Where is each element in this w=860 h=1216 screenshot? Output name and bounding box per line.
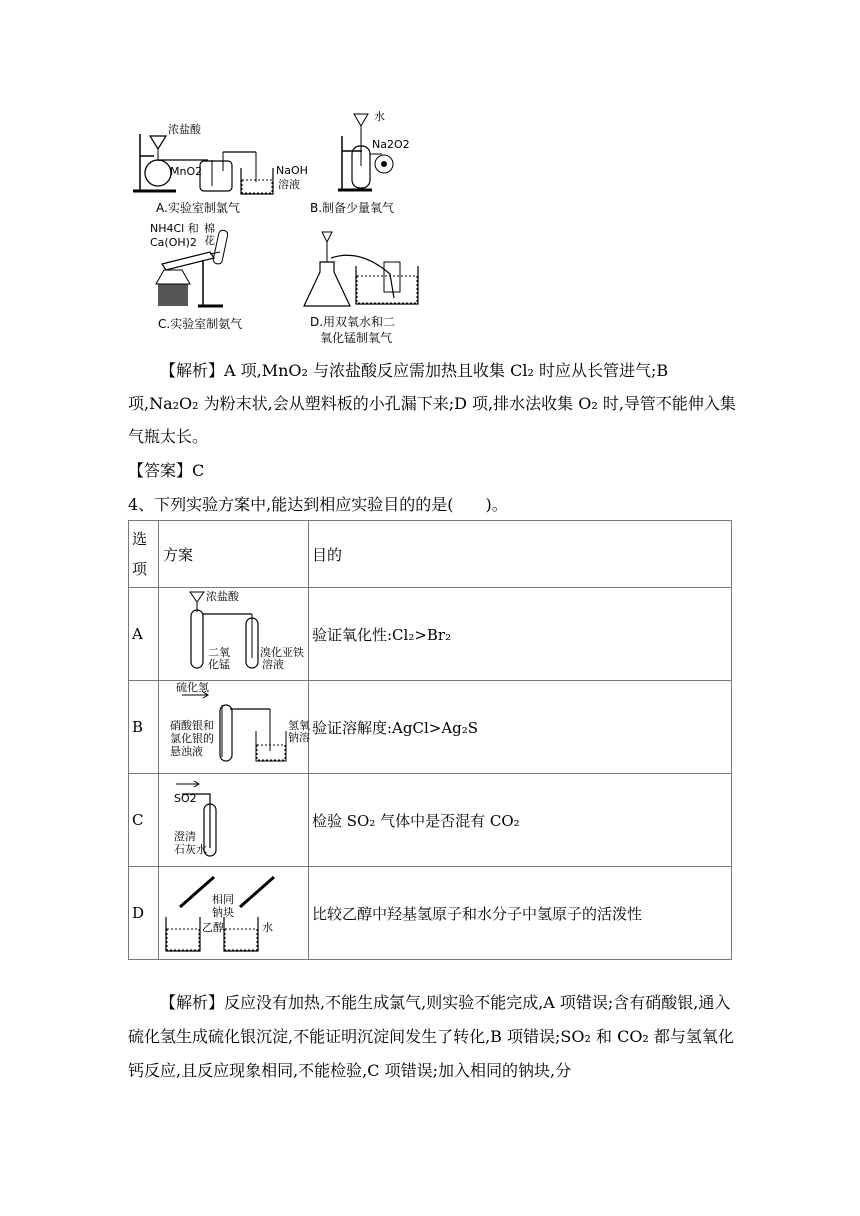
row-a-label-3: 化锰 xyxy=(208,658,230,671)
table-row-b xyxy=(129,681,732,774)
answer-value: C xyxy=(192,461,205,480)
analysis-2-tag: 【解析】 xyxy=(160,993,225,1012)
fig-c-cotton-1: 棉 xyxy=(204,222,215,235)
fig-c-reagent-1: NH4Cl 和 xyxy=(150,222,199,235)
figure-d-oxygen-apparatus xyxy=(300,228,430,348)
header-purpose: 目的 xyxy=(309,521,732,588)
row-a-purpose: 验证氧化性:Cl₂>Br₂ xyxy=(309,588,732,681)
row-d-label-1: 相同 xyxy=(212,893,234,906)
fig-d-caption-1: D.用双氧水和二 xyxy=(310,315,396,329)
row-d-purpose: 比较乙醇中羟基氢原子和水分子中氢原子的活泼性 xyxy=(309,867,732,960)
fig-c-cotton-2: 花 xyxy=(204,234,215,247)
table-header-row xyxy=(129,521,732,588)
analysis-text: A 项,MnO₂ 与浓盐酸反应需加热且收集 Cl₂ 时应从长管进气;B 项,Na₂O₂ 为粉末状,会从塑料板的小孔漏下来;D 项,排水法收集 O₂ 时,导管不能伸入集气瓶太长。 xyxy=(128,361,736,446)
analysis-2-text: 反应没有加热,不能生成氯气,则实验不能完成,A 项错误;含有硝酸银,通入硫化氢生成硫化银沉淀,不能证明沉淀间发生了转化,B 项错误;SO₂ 和 CO₂ 都与氢氧化钙反应,且反应现象相同,不能检验,C 项错误;加入相同的钠块,分 xyxy=(128,993,734,1080)
row-a-label-4: 溴化亚铁 xyxy=(260,646,304,659)
fig-a-reagent: 浓盐酸 xyxy=(168,123,201,136)
row-d-option: D xyxy=(129,867,159,960)
fig-b-caption: B.制备少量氧气 xyxy=(310,201,395,215)
row-a-option: A xyxy=(129,588,159,681)
fig-b-liquid: 水 xyxy=(374,110,385,123)
fig-b-solid: Na2O2 xyxy=(372,138,410,151)
analysis-paragraph-2 xyxy=(128,986,738,1088)
row-b-label-3: 氯化银的 xyxy=(170,732,214,745)
row-a-label-5: 溶液 xyxy=(262,658,284,671)
row-b-label-6: 钠溶 xyxy=(288,731,310,744)
question-stem xyxy=(128,488,738,521)
fig-c-caption: C.实验室制氨气 xyxy=(158,317,243,331)
fig-a-solid: MnO2 xyxy=(170,165,203,178)
question-text: 4、下列实验方案中,能达到相应实验目的的是( )。 xyxy=(128,495,508,514)
fig-a-caption: A.实验室制氯气 xyxy=(156,201,240,215)
row-a-diagram xyxy=(159,588,309,681)
row-b-label-5: 氢氧 xyxy=(288,719,310,732)
row-b-label-2: 硝酸银和 xyxy=(170,719,214,732)
row-c-diagram xyxy=(159,774,309,867)
header-plan: 方案 xyxy=(159,521,309,588)
row-d-label-2: 钠块 xyxy=(212,906,234,919)
row-c-purpose: 检验 SO₂ 气体中是否混有 CO₂ xyxy=(309,774,732,867)
row-d-diagram xyxy=(159,867,309,960)
row-b-label-4: 悬浊液 xyxy=(170,745,203,758)
row-b-option: B xyxy=(129,681,159,774)
row-c-label-3: 石灰水 xyxy=(174,843,207,856)
table-row-a xyxy=(129,588,732,681)
row-d-label-3: 乙醇 xyxy=(202,921,224,934)
options-table xyxy=(128,520,732,960)
fig-a-absorber-2: 溶液 xyxy=(278,178,300,191)
analysis-paragraph-1 xyxy=(128,354,738,453)
figure-b-oxygen-apparatus xyxy=(310,106,420,220)
fig-c-reagent-2: Ca(OH)2 xyxy=(150,236,197,249)
row-c-label-2: 澄清 xyxy=(174,830,196,843)
row-d-label-4: 水 xyxy=(262,921,273,934)
fig-d-caption-2: 氧化锰制氧气 xyxy=(320,331,393,345)
row-a-label-2: 二氧 xyxy=(208,646,230,659)
table-row-d xyxy=(129,867,732,960)
row-c-label-1: SO2 xyxy=(174,792,197,805)
analysis-tag: 【解析】 xyxy=(160,361,225,380)
answer-tag: 【答案】 xyxy=(128,461,193,480)
table-row-c xyxy=(129,774,732,867)
answer-line xyxy=(128,454,738,487)
fig-a-absorber-1: NaOH xyxy=(276,164,308,177)
row-b-purpose: 验证溶解度:AgCl>Ag₂S xyxy=(309,681,732,774)
row-a-label-1: 浓盐酸 xyxy=(206,590,239,603)
row-b-diagram xyxy=(159,681,309,774)
figure-a-chlorine-apparatus xyxy=(128,116,318,220)
figure-c-ammonia-apparatus xyxy=(148,222,258,336)
header-option: 选项 xyxy=(129,521,159,588)
row-c-option: C xyxy=(129,774,159,867)
row-b-label-1: 硫化氢 xyxy=(176,681,209,694)
